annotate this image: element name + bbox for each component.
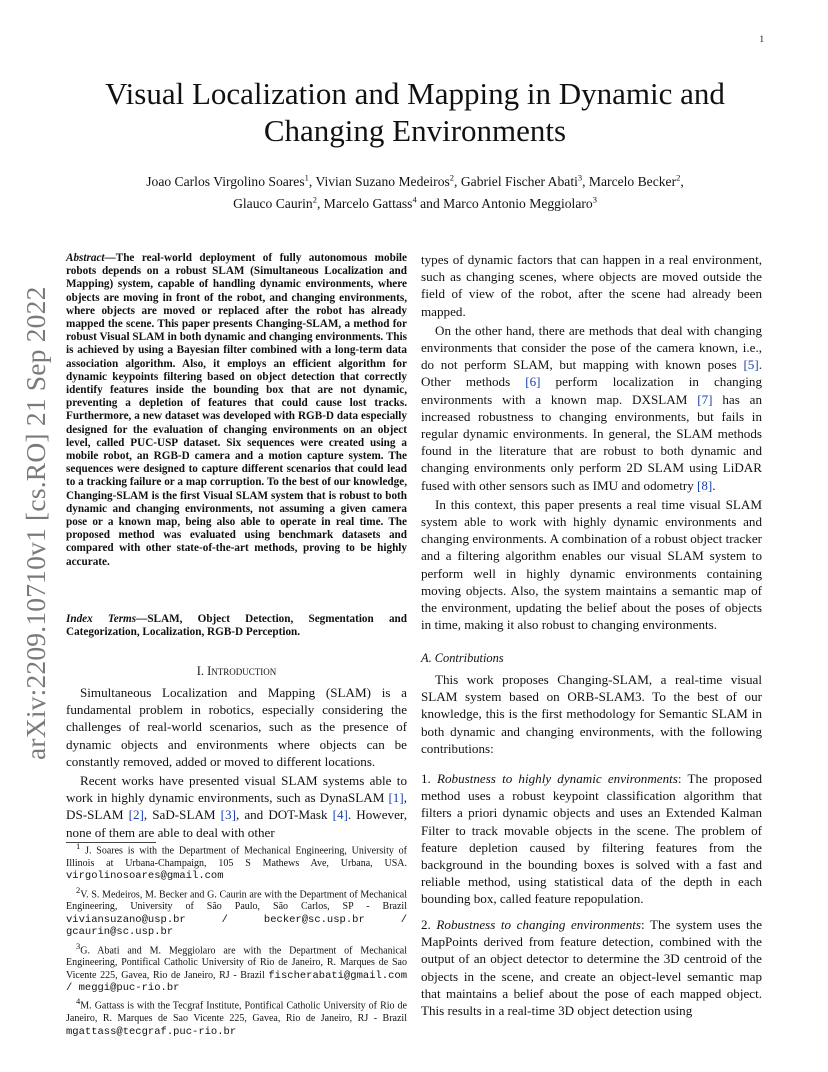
footnote: $^4$M. Gattass is with the Tecgraf Institute, Pontifical Catholic University of Rio de Janeiro, R. Marques de Sao Vicente 225, Gavea, Rio de Janeiro, RJ - Brazil mgattass@tecgraf.puc-rio.br [66, 996, 407, 1038]
paper-title: Visual Localization and Mapping in Dynamic and Changing Environments [105, 76, 725, 148]
citation-link[interactable]: [5] [743, 357, 759, 373]
paragraph: Recent works have presented visual SLAM systems able to work in highly dynamic environments, such as DynaSLAM [1], DS-SLAM [2], SaD-SLAM [3], and DOT-Mask [4]. However, none of them are able to deal with other [66, 773, 407, 840]
footnote: $^1$ J. Soares is with the Department of Mechanical Engineering, University of Illinois at Urbana-Champaign, 105 S Mathews Ave, Urbana, USA. virgolinosoares@gmail.com [66, 841, 407, 883]
contribution-1 [421, 770, 762, 908]
paragraph: In this context, this paper presents a real time visual SLAM system able to work with highly dynamic environments and changing environments. A combination of a robust object tracker and a filtering algorithm enables our visual SLAM system to perform well in highly dynamic environments containing moving objects. Also, the system maintains a semantic map of the environment, updating the belief about the poses of objects in time, making it also robust to changing environments. [421, 496, 762, 633]
citation-link[interactable]: [4] [332, 807, 348, 823]
email: virgolinosoares@gmail.com [66, 870, 224, 883]
paragraph: Simultaneous Localization and Mapping (SLAM) is a fundamental problem in robotics, especially considering the challenges of real-world scenarios, such as the presence of dynamic objects and environments where objects can be constantly removed, added or moved to different locations. [66, 685, 407, 769]
contributions-intro [421, 671, 762, 757]
footnote: $^3$G. Abati and M. Meggiolaro are with the Department of Mechanical Engineering, Pontifical Catholic University of Rio de Janeiro, R. Marques de Sao Vicente 225, Gavea, Rio de Janeiro, RJ - Brazil fischerabati@gmail.com / meggi@puc-rio.br [66, 940, 407, 995]
citation-link[interactable]: [2] [128, 807, 144, 823]
citation-link[interactable]: [1] [388, 790, 404, 806]
index-terms-label: Index Terms [66, 613, 137, 625]
paragraph: 1. Robustness to highly dynamic environments: The proposed method uses a robust keypoint classification algorithm that filters a priori dynamic objects and uses an Extended Kalman Filter to track movable objects in the scene. The problem of feature depletion caused by filtering features from the background in the bounding boxes is solved with a fast and reliable method, using statistical data of the depth in each bounding box, called feature repopulation. [421, 771, 762, 907]
email: viviansuzano@usp.br / becker@sc.usp.br / gcaurin@sc.usp.br [66, 913, 407, 939]
author: Marcelo Gattass$^4$ and [323, 194, 444, 212]
author: Marco Antonio Meggiolaro$^3$ [443, 194, 597, 212]
contribution-2 [421, 916, 762, 1019]
author: Gabriel Fischer Abati$^3$, [460, 172, 589, 189]
author-list [60, 168, 770, 213]
arxiv-identifier[interactable]: arXiv:2209.10710v1 [cs.RO] 21 Sep 2022 [20, 286, 51, 760]
paragraph: This work proposes Changing-SLAM, a real-time visual SLAM system based on ORB-SLAM3. To the best of our knowledge, this is the first methodology for Semantic SLAM in both dynamic and changing environments, with the following contributions: [421, 672, 762, 756]
subsection-heading-contributions: A. Contributions [421, 651, 504, 665]
abstract-text: —The real-world deployment of fully autonomous mobile robots depends on a robust SLAM (Simultaneous Localization and Mapping) system, capable of handling dynamic environments, where objects are moving in front of the robot, and changing environments, where objects are moved or replaced after the robot has already mapped the scene. This paper presents Changing-SLAM, a method for robust Visual SLAM in both dynamic and changing environments. This is achieved by using a Bayesian filter combined with a long-term data association algorithm. Also, it employs an efficient algorithm for dynamic keypoints filtering based on object detection that correctly identify features inside the bounding box that are not dynamic, preventing a depletion of features that could cause lost tracks. Furthermore, a new dataset was developed with RGB-D data especially designed for the evaluation of changing environments on an object level, called PUC-USP dataset. Six sequences were created using a mobile robot, an RGB-D camera and a motion capture system. The sequences were designed to capture different scenarios that could lead to a tracking failure or a map corruption. To the best of our knowledge, Changing-SLAM is the first Visual SLAM system that is robust to both dynamic and changing environments, not assuming a given camera pose or a known map, being also able to operate in real time. The proposed method was evaluated using benchmark datasets and compared with other state-of-the-art methods, proving to be highly accurate. [66, 252, 407, 568]
author: Marcelo Becker$^2$, [588, 172, 684, 189]
abstract [66, 252, 407, 569]
citation-link[interactable]: [3] [220, 807, 236, 823]
paragraph: types of dynamic factors that can happen in a real environment, such as changing scenes, where objects are moved outside the field of view of the robot, after the scene had already been mapped. [421, 252, 762, 319]
author: Joao Carlos Virgolino Soares$^1$, [146, 172, 316, 189]
author: Glauco Caurin$^2$, [233, 194, 324, 212]
citation-link[interactable]: [6] [525, 374, 541, 390]
paragraph: On the other hand, there are methods that deal with changing environments that consider the pose of the camera known, i.e., do not perform SLAM, but mapping with known poses [5]. Other methods [6] perform localization in changing environments with a known map. DXSLAM [7] has an increased robustness to changing environments, but fails in regular dynamic environments. In general, the SLAM methods found in the literature that are robust to both dynamic and changing environments only perform 2D SLAM using LiDAR fused with other sensors such as IMU and odometry [8]. [421, 322, 762, 493]
abstract-label: Abstract [66, 252, 105, 264]
citation-link[interactable]: [8] [697, 477, 713, 493]
introduction-text [66, 684, 407, 841]
footnotes [66, 840, 407, 1038]
index-terms [66, 613, 407, 639]
section-heading-introduction: I. Introduction [196, 664, 277, 678]
citation-link[interactable]: [7] [697, 391, 713, 407]
email: mgattass@tecgraf.puc-rio.br [66, 1025, 237, 1038]
footnote: $^2$V. S. Medeiros, M. Becker and G. Caurin are with the Department of Mechanical Engineering, University of São Paulo, São Carlos, SP - Brazil viviansuzano@usp.br / becker@sc.usp.br / gcaurin@sc.usp.br [66, 884, 407, 939]
email: fischerabati@gmail.com / meggi@puc-rio.br [66, 969, 407, 995]
index-terms-text: —SLAM, Object Detection, Segmentation and Categorization, Localization, RGB-D Perception. [66, 613, 407, 639]
right-column-text [421, 251, 762, 633]
paragraph: 2. Robustness to changing environments: The system uses the MapPoints derived from feature detection, combined with the output of an object detector to determine the 3D centroid of the objects in the scene, and create an object-level semantic map that maintains a belief about the pose of each mapped object. This results in a real-time 3D object detection using [421, 917, 763, 1019]
page-number: 1 [759, 34, 764, 44]
author: Vivian Suzano Medeiros$^2$, [315, 172, 461, 189]
